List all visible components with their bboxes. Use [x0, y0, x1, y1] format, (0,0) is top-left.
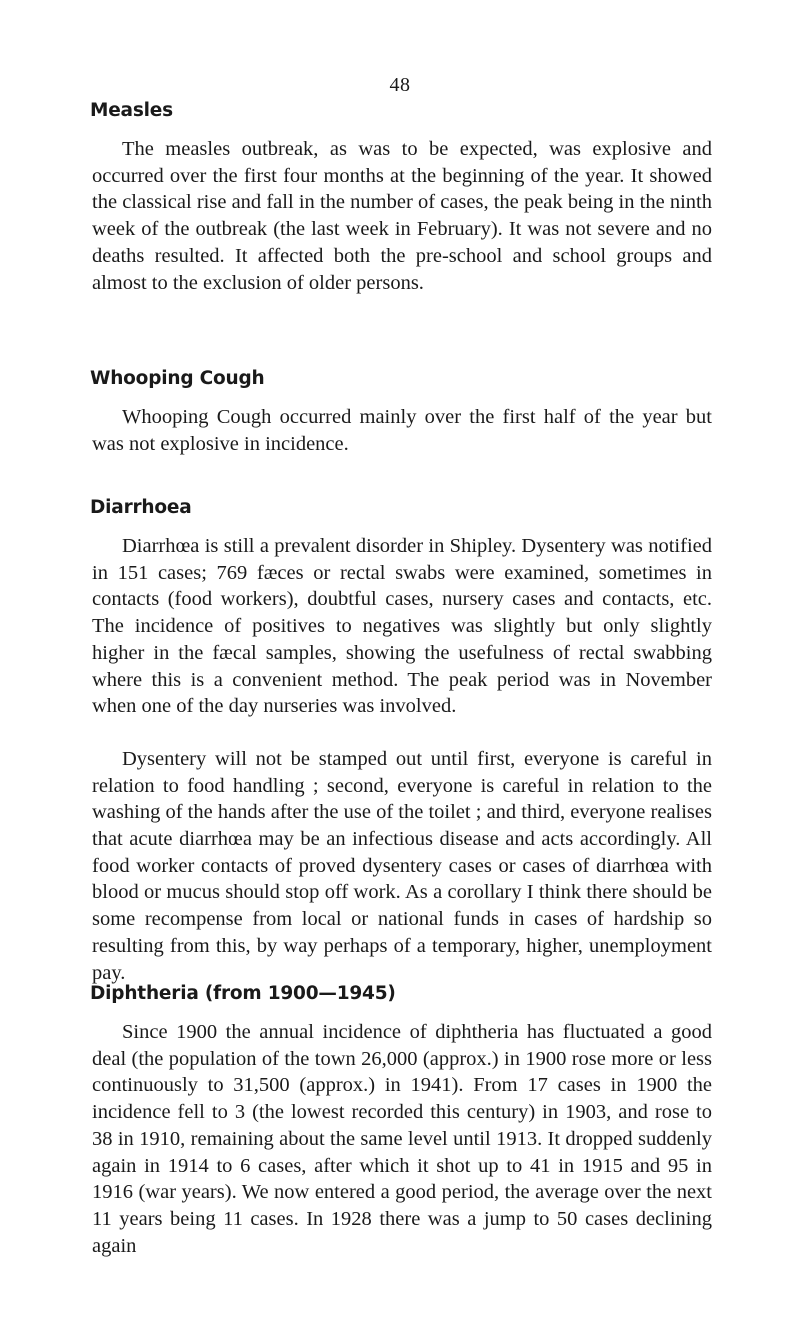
section-diarrhoea	[92, 497, 712, 986]
paragraph: The measles outbreak, as was to be expected, was explosive and occurred over the first four months at the beginning of the year. It showed the classical rise and fall in the number of cases, the peak being in the ninth week of the outbreak (the last week in February). It was not severe and no deaths resulted. It affected both the pre-school and school groups and almost to the exclusion of older persons.	[92, 138, 712, 294]
section-heading: Diarrhoea	[90, 497, 192, 518]
paragraph: Dysentery will not be stamped out until first, everyone is careful in relation to food handling ; second, everyone is careful in relation to the washing of the hands after the use of the toilet ; and third, everyone realises that acute diarrhœa may be an infectious disease and acts accordingly. All food worker contacts of proved dysentery cases or cases of diarrhœa with blood or mucus should stop off work. As a corollary I think there should be some recompense from local or national funds in cases of hardship so resulting from this, by way perhaps of a temporary, higher, unemployment pay.	[92, 747, 712, 984]
section-diphtheria	[92, 983, 712, 1259]
page-number: 48	[389, 74, 411, 96]
section-heading: Whooping Cough	[90, 368, 265, 389]
section-heading: Measles	[90, 100, 173, 121]
section-whooping-cough	[92, 368, 712, 457]
paragraph: Diarrhœa is still a prevalent disorder in Shipley. Dysentery was notified in 151 cases; 769 fæces or rectal swabs were examined, sometimes in contacts (food workers), doubtful cases, nursery cases and contacts, etc. The incidence of positives to negatives was slightly but only slightly higher in the fæcal samples, showing the usefulness of rectal swabbing where this is a convenient method. The peak period was in November when one of the day nurseries was involved.	[92, 535, 712, 718]
section-heading: Diphtheria (from 1900—1945)	[90, 983, 396, 1004]
paragraph: Whooping Cough occurred mainly over the first half of the year but was not explosive in incidence.	[92, 406, 712, 455]
paragraph: Since 1900 the annual incidence of diphtheria has fluctuated a good deal (the population of the town 26,000 (approx.) in 1900 rose more or less continuously to 31,500 (approx.) in 1941). From 17 cases in 1900 the incidence fell to 3 (the lowest recorded this century) in 1903, and rose to 38 in 1910, remaining about the same level until 1913. It dropped suddenly again in 1914 to 6 cases, after which it shot up to 41 in 1915 and 95 in 1916 (war years). We now entered a good period, the average over the next 11 years being 11 cases. In 1928 there was a jump to 50 cases declining again	[92, 1021, 712, 1257]
section-measles	[92, 100, 712, 296]
